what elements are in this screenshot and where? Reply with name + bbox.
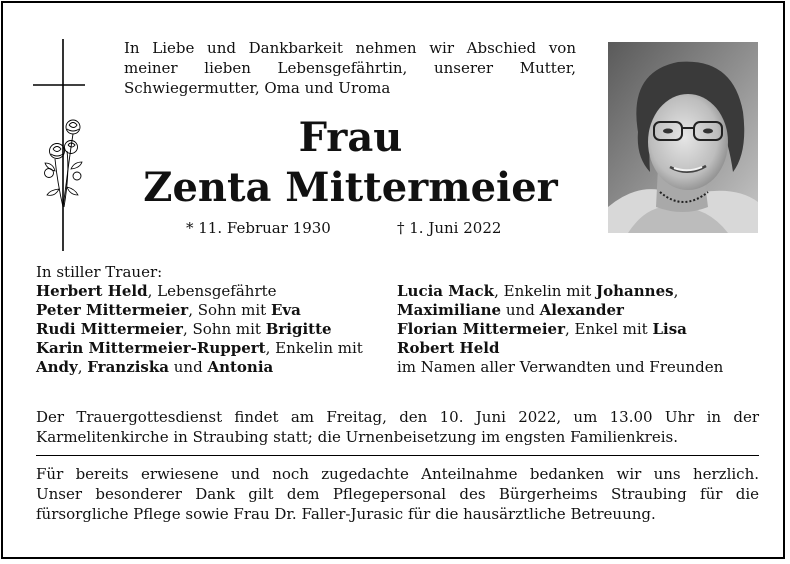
mourner-relation: und [501, 301, 540, 319]
intro-line: meiner lieben Lebensgefährtin, unserer Mutter, [124, 59, 576, 77]
mourner-name: Robert Held [397, 339, 500, 357]
cross-with-roses-icon [33, 39, 85, 251]
mourner-relation: , Enkelin mit [494, 282, 597, 300]
intro-line: Schwiegermutter, Oma und Uroma [124, 79, 391, 97]
mourner-name: Rudi Mittermeier [36, 320, 183, 338]
portrait-photo [608, 42, 758, 233]
mourner-name: Peter Mittermeier [36, 301, 189, 319]
spacer-line [397, 263, 762, 282]
mourner-relation: , Sohn mit [188, 301, 271, 319]
mourner-name: Eva [270, 301, 301, 319]
mourner-name: Franziska [87, 358, 169, 376]
mourner-name: Maximiliane [397, 301, 502, 319]
service-line: Der Trauergottesdienst findet am Freitag, den 10. Juni 2022, um 13.00 Uhr in der [36, 408, 759, 426]
intro-line: In Liebe und Dankbarkeit nehmen wir Abschied von [124, 39, 576, 57]
service-announcement [36, 407, 759, 447]
deceased-name-block [123, 113, 578, 213]
death-date: † 1. Juni 2022 [397, 219, 502, 237]
mourner-name: Brigitte [265, 320, 332, 338]
obituary-card [1, 1, 785, 559]
mourner-line [36, 339, 386, 358]
separator: , [673, 282, 679, 300]
service-line: Karmelitenkirche in Straubing statt; die Urnenbeisetzung im engsten Familienkreis. [36, 428, 678, 446]
mourner-line [36, 282, 386, 301]
mourner-line [397, 320, 762, 339]
separator: und [168, 358, 208, 376]
divider [36, 455, 759, 456]
salutation: Frau [298, 114, 403, 161]
deceased-name: Zenta Mittermeier [143, 164, 558, 211]
mourner-line [397, 301, 762, 320]
mourner-relation: , Sohn mit [182, 320, 266, 338]
birth-date: * 11. Februar 1930 [186, 219, 331, 237]
mourners-heading: In stiller Trauer: [36, 263, 163, 281]
thanks-line: Für bereits erwiesene und noch zugedachte Anteilnahme bedanken wir uns herzlich. [36, 465, 759, 483]
mourner-name: Karin Mittermeier-Ruppert [36, 339, 266, 357]
intro-text [124, 38, 576, 98]
mourners-right-column [397, 263, 762, 377]
thanks-line: fürsorgliche Pflege sowie Frau Dr. Faller-Jurasic für die hausärztliche Betreuung. [36, 505, 656, 523]
mourner-name: Lucia Mack [397, 282, 495, 300]
mourner-relation: , Enkelin mit [265, 339, 363, 357]
mourner-name: Andy [36, 358, 78, 376]
mourner-name: Lisa [652, 320, 687, 338]
mourner-line [397, 282, 762, 301]
mourner-relation: , Enkel mit [564, 320, 653, 338]
mourner-name: Alexander [539, 301, 624, 319]
mourner-line [397, 358, 762, 377]
mourner-line [397, 339, 762, 358]
mourner-name: Johannes [596, 282, 674, 300]
mourner-name: Herbert Held [36, 282, 148, 300]
thanks-line: Unser besonderer Dank gilt dem Pflegepersonal des Bürgerheims Straubing für die [36, 485, 759, 503]
separator: , [77, 358, 88, 376]
mourner-line [36, 320, 386, 339]
thanks-text [36, 464, 759, 524]
closing-mourners: im Namen aller Verwandten und Freunden [397, 358, 724, 376]
mourners-left-column [36, 263, 386, 377]
mourner-relation: , Lebensgefährte [147, 282, 277, 300]
mourner-line [36, 301, 386, 320]
mourner-name: Antonia [207, 358, 274, 376]
mourner-name: Florian Mittermeier [397, 320, 565, 338]
mourner-line [36, 358, 386, 377]
